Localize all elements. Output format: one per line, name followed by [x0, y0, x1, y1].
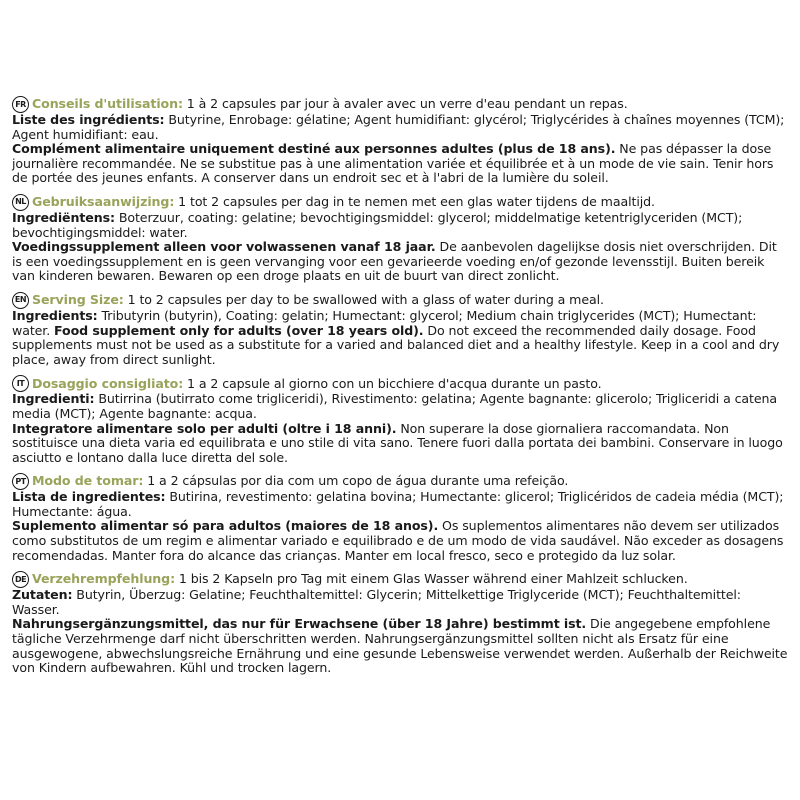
language-badge-icon: EN	[12, 292, 29, 309]
ingredients-label: Ingredients:	[12, 307, 98, 323]
usage-line	[12, 375, 788, 392]
usage-line	[12, 473, 788, 490]
warning-line	[12, 240, 788, 284]
usage-line	[12, 292, 788, 309]
usage-heading: Modo de tomar:	[32, 473, 144, 489]
usage-text: 1 bis 2 Kapseln pro Tag mit einem Glas Wasser während einer Mahlzeit schlucken.	[175, 571, 688, 587]
ingredients-text: Tributyrin (butyrin), Coating: gelatin; Humectant: glycerol; Medium chain triglycerides (MCT); Humectant: water.	[12, 307, 757, 338]
ingredients-line	[12, 309, 788, 367]
warning-line	[12, 519, 788, 563]
warning-text: De aanbevolen dagelijkse dosis niet overschrijden. Dit is een voedingssupplement en is geen vervanging voor een gevarieerde voeding en/of gezonde levensstijl. Buiten bereik van kinderen bewaren. Bewaren op een droge plaats en uit de buurt van direct zonlicht.	[12, 239, 777, 284]
usage-heading: Serving Size:	[32, 292, 124, 308]
ingredients-label: Liste des ingrédients:	[12, 112, 165, 127]
usage-text: 1 tot 2 capsules per dag in te nemen met een glas water tijdens de maaltijd.	[174, 194, 655, 210]
section-nl	[12, 194, 788, 284]
section-pt	[12, 473, 788, 563]
warning-line	[12, 142, 788, 186]
language-badge-icon: PT	[12, 473, 29, 490]
warning-bold: Food supplement only for adults (over 18 years old).	[54, 322, 424, 338]
usage-text: 1 a 2 capsule al giorno con un bicchiere d'acqua durante un pasto.	[183, 375, 602, 391]
usage-heading: Dosaggio consigliato:	[32, 375, 184, 391]
ingredients-text: Butirina, revestimento: gelatina bovina; Humectante: glicerol; Triglicéridos de cadeia média (MCT); Humectante: água.	[12, 489, 784, 519]
ingredients-label: Ingrediëntens:	[12, 209, 115, 225]
warning-line	[12, 422, 788, 466]
usage-heading: Conseils d'utilisation:	[32, 96, 183, 112]
warning-bold: Integratore alimentare solo per adulti (oltre i 18 anni).	[12, 420, 397, 436]
ingredients-line	[12, 211, 788, 240]
warning-text: Die angegebene empfohlene tägliche Verzehrmenge darf nicht überschritten werden. Nahrungsergänzungsmittel sollten nicht als Ersatz für eine ausgewogene, abwechslungsreiche Ernährung und eine gesunde Lebensweise verwendet werden. Außerhalb der Reichweite von Kindern aufbewahren. Kühl und trocken lagern.	[12, 616, 788, 676]
warning-text: Do not exceed the recommended daily dosage. Food supplements must not be used as a substitute for a varied and balanced diet and a healthy lifestyle. Keep in a cool and dry place, away from direct sunlight.	[12, 322, 780, 367]
warning-bold: Nahrungsergänzungsmittel, das nur für Erwachsene (über 18 Jahre) bestimmt ist.	[12, 616, 587, 632]
ingredients-label: Zutaten:	[12, 587, 73, 603]
ingredients-line	[12, 588, 788, 617]
language-badge-icon: IT	[12, 375, 29, 392]
ingredients-line	[12, 113, 788, 142]
usage-text: 1 a 2 cápsulas por dia com um copo de água durante uma refeição.	[143, 473, 569, 489]
language-badge-icon: DE	[12, 571, 29, 588]
ingredients-label: Lista de ingredientes:	[12, 489, 166, 505]
usage-line	[12, 194, 788, 211]
label-text-page	[12, 96, 788, 684]
language-badge-icon: NL	[12, 194, 29, 211]
warning-text: Ne pas dépasser la dose journalière recommandée. Ne se substitue pas à une alimentation variée et équilibrée et à un mode de vie sain. Tenir hors de portée des jeunes enfants. A conserver dans un endroit sec et à l'abri de la lumière du soleil.	[12, 141, 774, 186]
section-it	[12, 375, 788, 465]
usage-text: 1 à 2 capsules par jour à avaler avec un verre d'eau pendant un repas.	[182, 96, 628, 112]
section-de	[12, 571, 788, 676]
warning-bold: Voedingssupplement alleen voor volwassenen vanaf 18 jaar.	[12, 239, 436, 255]
warning-bold: Suplemento alimentar só para adultos (maiores de 18 anos).	[12, 518, 439, 534]
ingredients-line	[12, 490, 788, 519]
section-en	[12, 292, 788, 367]
usage-text: 1 to 2 capsules per day to be swallowed with a glass of water during a meal.	[123, 292, 604, 308]
usage-line	[12, 571, 788, 588]
usage-heading: Verzehrempfehlung:	[32, 571, 176, 587]
language-badge-icon: FR	[12, 96, 29, 113]
ingredients-line	[12, 392, 788, 421]
usage-heading: Gebruiksaanwijzing:	[32, 194, 175, 210]
warning-bold: Complément alimentaire uniquement destiné aux personnes adultes (plus de 18 ans).	[12, 141, 616, 157]
warning-text: Os suplementos alimentares não devem ser utilizados como substitutos de um regim e alimentar variado e equilibrado e de um modo de vida saudável. Não exceder as dosagens recomendadas. Manter fora do alcance das crianças. Manter em local fresco, seco e protegido da luz solar.	[12, 518, 784, 563]
ingredients-label: Ingredienti:	[12, 391, 95, 407]
ingredients-text: Butirrina (butirrato come trigliceridi), Rivestimento: gelatina; Agente bagnante: glicerolo; Trigliceridi a catena media (MCT); Agente bagnante: acqua.	[12, 391, 778, 421]
usage-line	[12, 96, 788, 113]
ingredients-text: Boterzuur, coating: gelatine; bevochtigingsmiddel: glycerol; middelmatige ketentriglyceriden (MCT); bevochtigingsmiddel: water.	[12, 209, 743, 240]
ingredients-text: Butyrin, Überzug: Gelatine; Feuchthaltemittel: Glycerin; Mittelkettige Triglyceride (MCT); Feuchthaltemittel: Wasser.	[12, 587, 741, 617]
section-fr	[12, 96, 788, 186]
warning-text: Non superare la dose giornaliera raccomandata. Non sostituisce una dieta varia ed equilibrata e uno stile di vita sano. Tenere fuori dalla portata dei bambini. Conservare in luogo asciutto e lontano dalla luce diretta del sole.	[12, 420, 783, 465]
warning-line	[12, 617, 788, 675]
ingredients-text: Butyrine, Enrobage: gélatine; Agent humidifiant: glycérol; Triglycérides à chaînes moyennes (TCM); Agent humidifiant: eau.	[12, 112, 785, 142]
